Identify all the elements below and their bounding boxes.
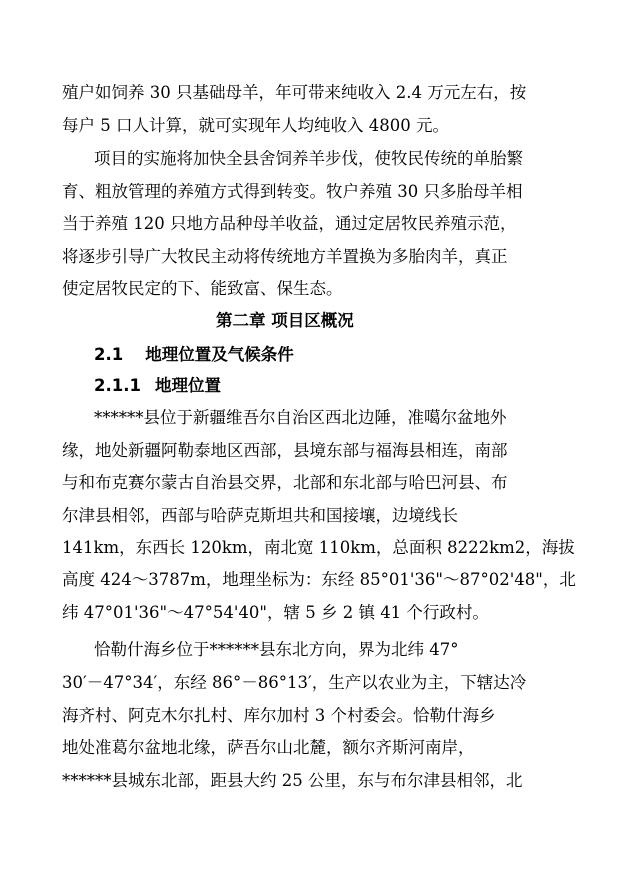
section-heading: [94, 345, 294, 365]
text-line: 每户 5 口人计算，就可实现年人均纯收入 4800 元。: [62, 116, 449, 135]
subsection-heading: [94, 376, 221, 396]
text-line: 殖户如饲养 30 只基础母羊，年可带来纯收入 2.4 万元左右，按: [62, 83, 527, 102]
section-title: 地理位置及气候条件: [145, 345, 294, 364]
text-line: 当于养殖 120 只地方品种母羊收益，通过定居牧民养殖示范，: [62, 214, 517, 233]
text-line: 将逐步引导广大牧民主动将传统地方羊置换为多胎肉羊，真正: [62, 247, 508, 266]
text-line: 缘，地处新疆阿勒泰地区西部，县境东部与福海县相连，南部: [62, 441, 508, 460]
section-number: 2.1: [94, 345, 124, 364]
chapter-title: 第二章 项目区概况: [216, 311, 354, 330]
section-title: 地理位置: [154, 376, 221, 395]
text-line: 项目的实施将加快全县舍饲养羊步伐，使牧民传统的单胎繁: [94, 149, 523, 168]
text-line: 海齐村、阿克木尔扎村、库尔加村 3 个村委会。恰勒什海乡: [62, 706, 496, 725]
text-line: 高度 424～3787m，地理坐标为：东经 85°01'36"～87°02'48"，北: [62, 570, 576, 589]
text-line: 尔津县相邻，西部与哈萨克斯坦共和国接壤，边境线长: [62, 506, 458, 525]
text-line: 恰勒什海乡位于******县东北方向，界为北纬 47°: [94, 640, 459, 659]
text-line: 地处准葛尔盆地北缘，萨吾尔山北麓，额尔齐斯河南岸，: [62, 738, 475, 757]
text-line: 纬 47°01'36"～47°54'40"，辖 5 乡 2 镇 41 个行政村。: [62, 603, 489, 622]
text-line: 与和布克赛尔蒙古自治县交界，北部和东北部与哈巴河县、布: [62, 473, 508, 492]
text-line: 使定居牧民定的下、能致富、保生态。: [62, 279, 343, 298]
text-line: ******县城东北部，距县大约 25 公里，东与布尔津县相邻，北: [62, 771, 523, 790]
text-line: 育、粗放管理的养殖方式得到转变。牧户养殖 30 只多胎母羊相: [62, 182, 523, 201]
text-line: 30′－47°34′，东经 86°－86°13′，生产以农业为主，下辖达冷: [62, 673, 527, 692]
text-line: ******县位于新疆维吾尔自治区西北边陲，准噶尔盆地外: [94, 408, 507, 427]
text-line: 141km，东西长 120km，南北宽 110km，总面积 8222km2，海拔: [62, 538, 575, 557]
section-number: 2.1.1: [94, 376, 141, 395]
